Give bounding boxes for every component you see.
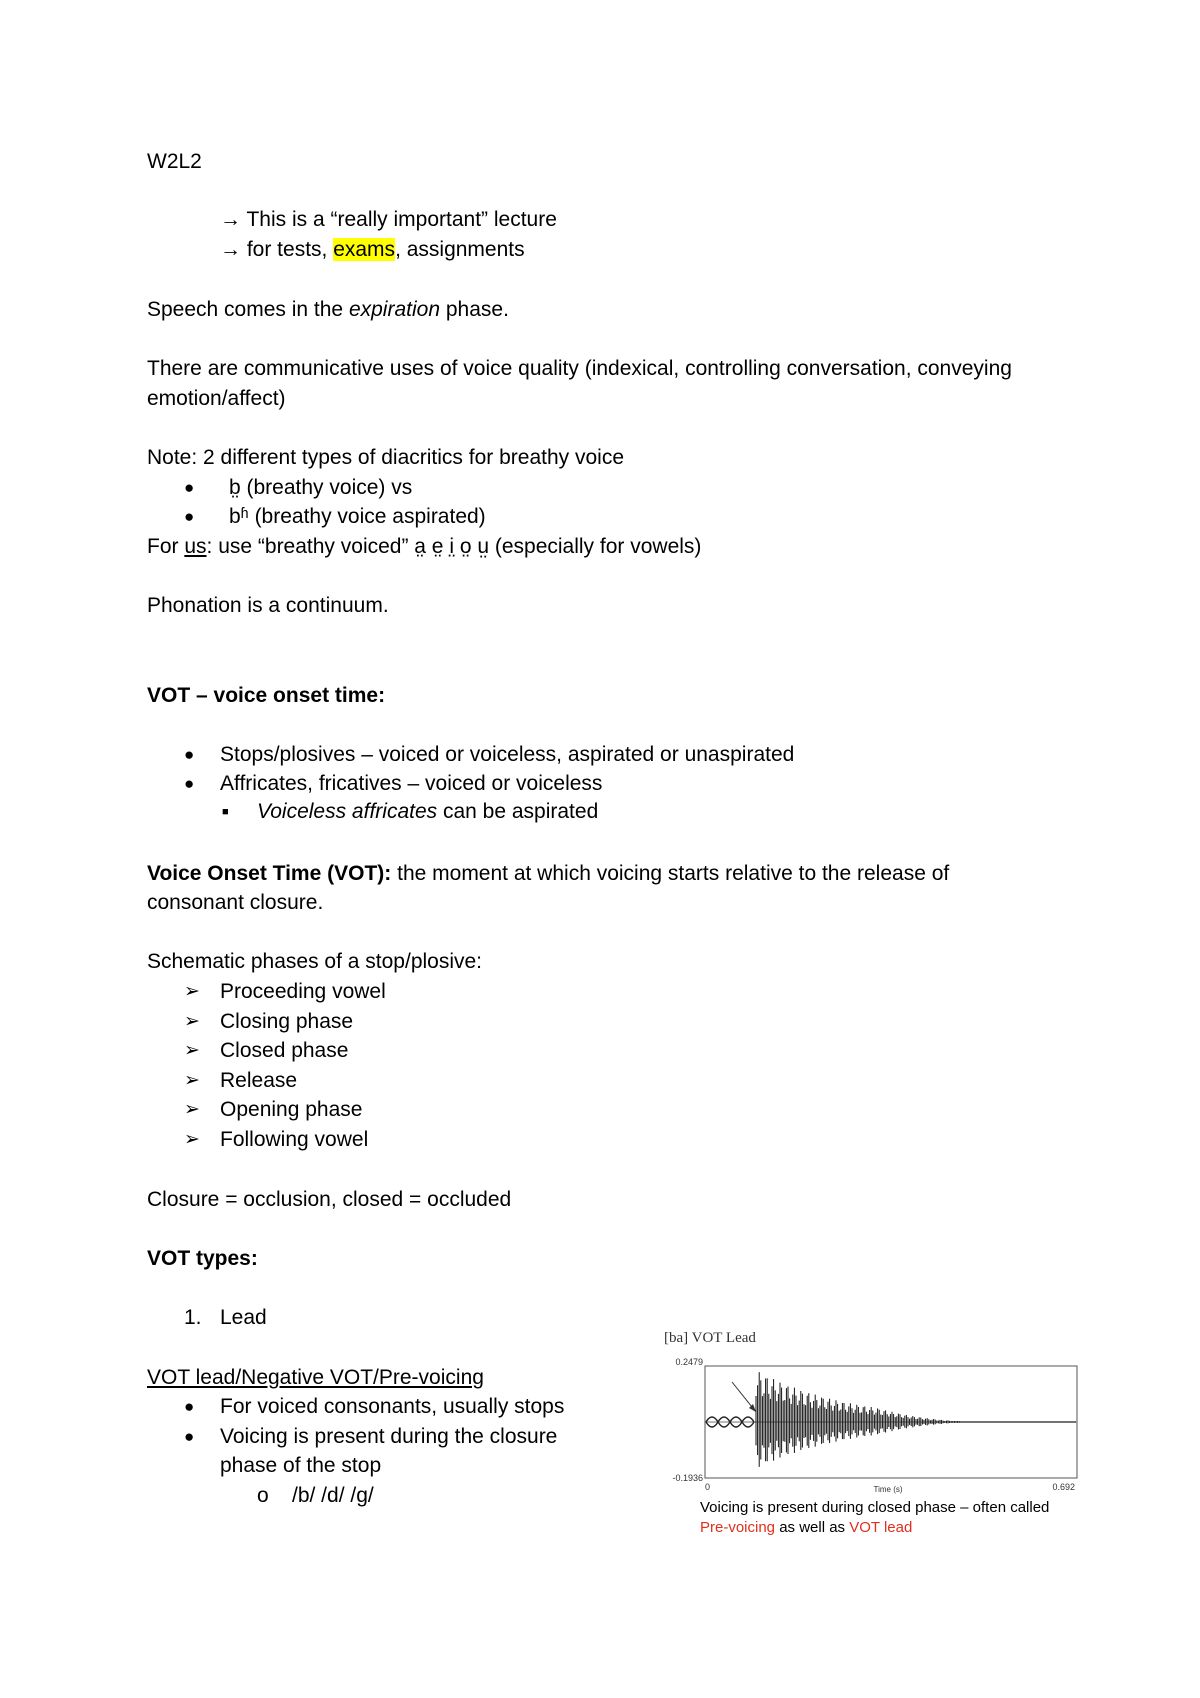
speech-text-pre: Speech comes in the (147, 298, 349, 321)
lead-heading: VOT lead/Negative VOT/Pre-voicing (147, 1366, 484, 1389)
arrowhead-bullet-icon: ➢ (184, 1099, 200, 1120)
arrow-right-icon: → (220, 238, 241, 261)
x-axis-label: Time (s) (873, 1485, 903, 1494)
note-text: This is a “really important” lecture (246, 208, 557, 231)
arrowhead-bullet-icon: ➢ (184, 1129, 200, 1150)
vot-definition-term: Voice Onset Time (VOT): (147, 862, 392, 885)
figure-caption-line-1: Voicing is present during closed phase – often called (700, 1499, 1050, 1516)
bullet-icon: ● (184, 507, 195, 526)
speech-text-italic: expiration (348, 298, 441, 321)
closure-line: Closure = occlusion, closed = occluded (147, 1188, 512, 1211)
phonation-line: Phonation is a continuum. (147, 594, 389, 617)
highlighted-exams: exams (333, 238, 396, 261)
note-text-pre: for tests, (246, 238, 334, 261)
arrowhead-bullet-icon: ➢ (184, 1040, 200, 1061)
for-us-line (147, 533, 701, 561)
vot-subbullet-italic: Voiceless affricates (257, 800, 438, 823)
figure-caption-line-2 (700, 1518, 912, 1538)
phase-item: Following vowel (220, 1128, 369, 1151)
page-heading: W2L2 (147, 150, 202, 173)
bullet-icon: ● (184, 478, 195, 497)
diacritics-note: Note: 2 different types of diacritics for breathy voice (147, 446, 625, 469)
x-left-label: 0 (705, 1482, 711, 1492)
x-right-label: 0.692 (1052, 1482, 1075, 1492)
vot-type-number: 1. (184, 1306, 202, 1329)
phase-item: Opening phase (220, 1098, 363, 1121)
speech-paragraph (147, 296, 509, 324)
y-top-label: 0.2479 (675, 1357, 703, 1367)
lead-bullet-1: For voiced consonants, usually stops (220, 1395, 565, 1418)
lead-subbullet: /b/ /d/ /g/ (292, 1484, 374, 1507)
vot-heading: VOT – voice onset time: (147, 684, 386, 707)
vot-definition-line-1 (147, 860, 949, 888)
arrow-right-icon: → (220, 208, 241, 231)
arrowhead-bullet-icon: ➢ (184, 1070, 200, 1091)
vot-type-label: Lead (220, 1306, 267, 1329)
y-bottom-label: -0.1936 (672, 1473, 703, 1483)
for-us-post: : use “breathy voiced” a̤ e̤ i̤ o̤ ṳ (especially for vowels) (206, 535, 702, 558)
phase-item: Closed phase (220, 1039, 349, 1062)
bullet-icon: ● (184, 774, 195, 793)
phase-item: Release (220, 1069, 298, 1092)
waveform-plot (660, 1352, 1090, 1512)
voice-quality-line-1: There are communicative uses of voice quality (indexical, controlling conversation, conveying (147, 357, 1012, 380)
vot-lead-figure (660, 1330, 1090, 1536)
for-us-pre: For (147, 535, 185, 558)
phase-item: Closing phase (220, 1010, 354, 1033)
bullet-icon: ● (184, 1397, 195, 1416)
bullet-icon: ● (184, 745, 195, 764)
speech-text-post: phase. (440, 298, 509, 321)
for-us-underlined: us (184, 535, 207, 558)
vot-bullet-2: Affricates, fricatives – voiced or voiceless (220, 772, 603, 795)
lead-bullet-2: Voicing is present during the closure (220, 1425, 558, 1448)
caption-mid: as well as (775, 1519, 850, 1536)
circle-bullet-icon: o (257, 1484, 269, 1507)
schematic-heading: Schematic phases of a stop/plosive: (147, 950, 483, 973)
arrowhead-bullet-icon: ➢ (184, 1011, 200, 1032)
caption-pre-voicing: Pre-voicing (700, 1519, 776, 1536)
bullet-icon: ● (184, 1427, 195, 1446)
phase-item: Proceeding vowel (220, 980, 386, 1003)
vot-bullet-1: Stops/plosives – voiced or voiceless, aspirated or unaspirated (220, 743, 795, 766)
vot-definition-text: the moment at which voicing starts relative to the release of (391, 862, 950, 885)
caption-vot-lead: VOT lead (849, 1519, 913, 1536)
voice-quality-line-2: emotion/affect) (147, 387, 286, 410)
vot-definition-line-2: consonant closure. (147, 891, 324, 914)
square-bullet-icon: ■ (222, 806, 229, 818)
arrowhead-bullet-icon: ➢ (184, 981, 200, 1002)
vot-subbullet-post: can be aspirated (437, 800, 599, 823)
vot-subbullet (257, 798, 598, 826)
vot-types-heading: VOT types: (147, 1247, 258, 1270)
note-text-post: , assignments (395, 238, 525, 261)
figure-title: [ba] VOT Lead (664, 1330, 756, 1346)
lead-bullet-2-cont: phase of the stop (220, 1454, 382, 1477)
note-important (220, 206, 557, 234)
diacritic-bullet-1: b̤ (breathy voice) vs (229, 476, 413, 499)
diacritic-bullet-2: bʱ (breathy voice aspirated) (229, 505, 486, 528)
note-tests (220, 236, 525, 264)
